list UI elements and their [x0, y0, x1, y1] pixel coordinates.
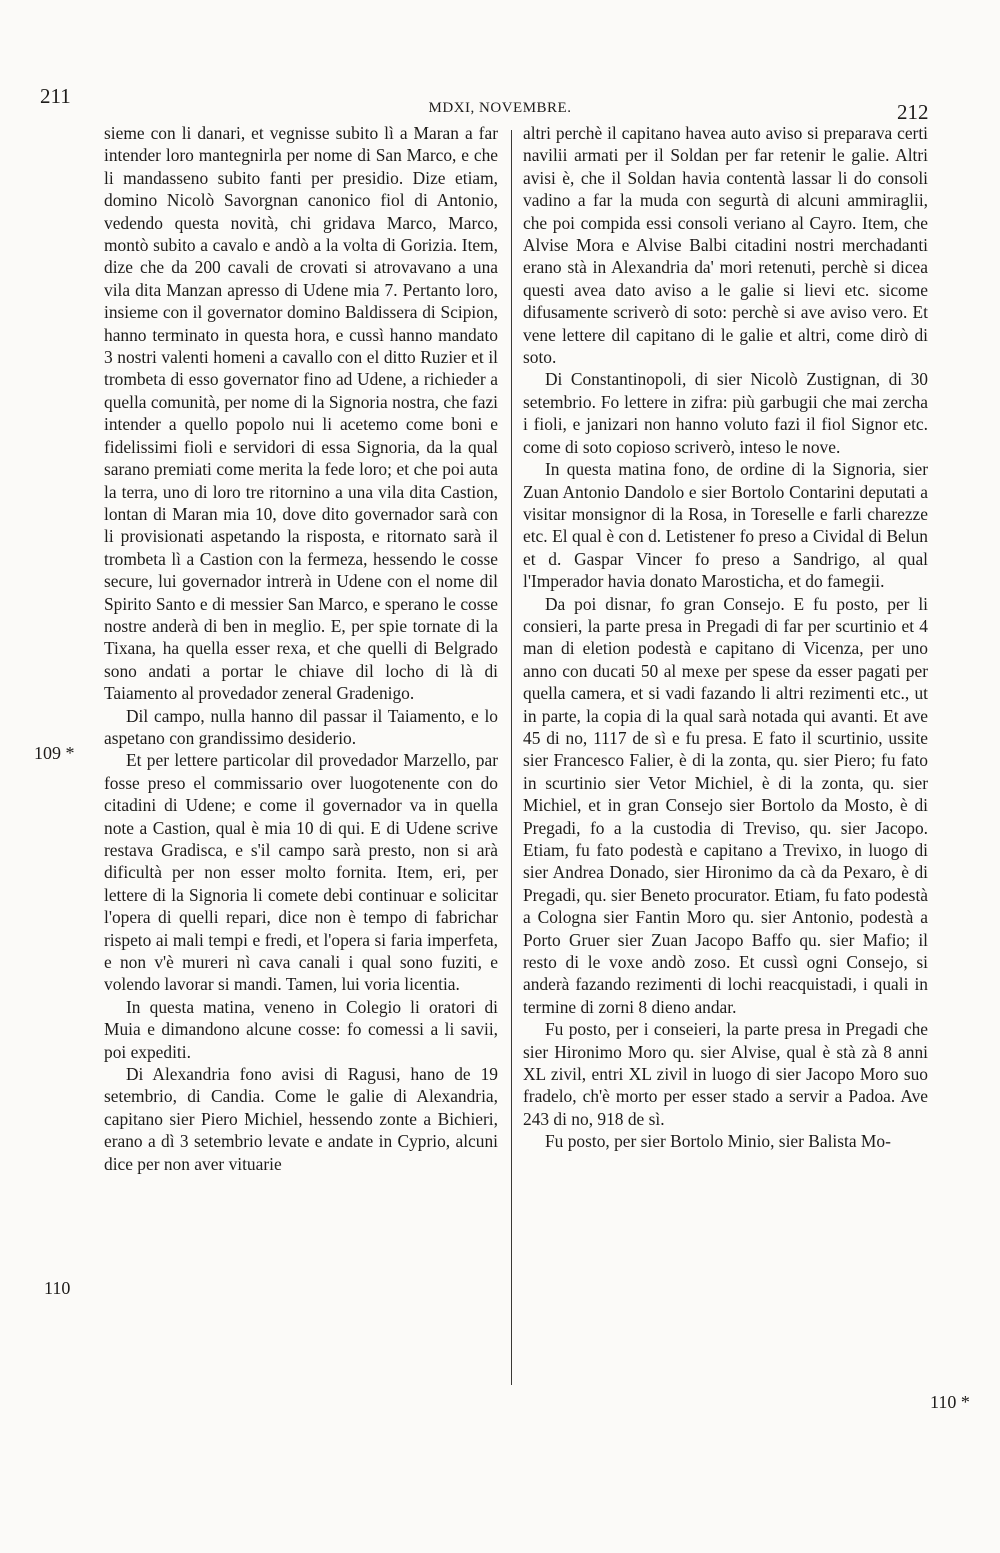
paragraph: In questa matina fono, de ordine di la Signoria, sier Zuan Antonio Dandolo e sier Bortolo Contarini deputati a visitar monsignor di la Rosa, in Toreselle e farli charezze etc. El qual è con d. Letistener fo preso a Cividal di Belun et d. Gaspar Vincer fo preso a Sandrigo, al qual l'Imperador havia donato Marosticha, et do famegii. [523, 459, 928, 592]
left-column [104, 122, 498, 1175]
running-head: MDXI, NOVEMBRE. [428, 100, 572, 116]
right-column [523, 122, 928, 1153]
page-number-right: 212 [897, 100, 929, 124]
paragraph: Fu posto, per sier Bortolo Minio, sier Balista Mo- [545, 1131, 891, 1152]
paragraph: sieme con li danari, et vegnisse subito lì a Maran a far intender loro mantegnirla per nome di San Marco, e che li mandasseno subito fanti per presidio. Dize etiam, domino Nicolò Savorgnan canonico fiol di Antonio, vedendo questa novità, chi gridava Marco, Marco, montò subito a cavalo e andò a la volta di Gorizia. Item, dize che da 200 cavali de crovati si atrovavano a una vila dita Manzan apresso di Udene mia 7. Pertanto loro, insieme con il governator domino Baldissera di Scipion, hanno terminato in questa hora, e cussì hanno mandato 3 nostri valenti homeni a cavallo con el ditto Ruzier et il trombeta di esso governator fino ad Udene, a richieder a quella comunità, per nome di la Signoria nostra, che fazi intender a quello popolo nui li acetemo come boni e fidelissimi fioli e servidori di essa Signoria, da la qual sarano premiati come merita la fede loro; et che poi auta la terra, uno di loro tre ritornino a una vila dita Castion, lontan di Maran mia 10, dove dito governador sarà con li provisionati aspetando la risposta, e ritornato sarà il trombeta lì a Castion con la fermeza, hessendo le cosse secure, lui governador intrerà in Udene con el nome dil Spirito Santo e di messier San Marco, e sperano le cosse nostre anderà di ben in meglio. E, per spie tornate di la Tixana, ha quella esser rexa, et che quelli di Belgrado sono andati a portar le chiave dil locho di là di Taiamento al provedador zeneral Gradenigo. [104, 123, 498, 704]
paragraph: Et per lettere particolar dil provedador Marzello, par fosse preso el commissario over luogotenente con do citadini di Udene; e come il governador va in quella note a Castion, qual è mia 10 di qui. E di Udene scrive restava Gradisca, e s'il campo sarà presto, non si arà dificultà per non esser molto fornita. Item, eri, per lettere di la Signoria li comete debi continuar e solicitar l'opera di quelli repari, dice non è tempo di fabrichar rispeto ai mali tempi e fredi, et l'opera si faria imperfeta, e non v'è mureri nì cava canali i qual sono fuziti, e volendo lavorar si mandi. Tamen, lui voria licentia. [104, 750, 498, 995]
paragraph: Di Alexandria fono avisi di Ragusi, hano de 19 setembrio, di Candia. Come le galie di Alexandria, capitano sier Piero Michiel, hessendo zonte a Bichieri, erano a dì 3 setembrio levate e andate in Cyprio, alcuni dice per non aver vituarie [104, 1064, 498, 1174]
page-number-left: 211 [40, 84, 71, 108]
paragraph: altri perchè il capitano havea auto aviso si preparava certi navilii armati per il Soldan per far retenir le galie. Altri avisi è, che il Soldan havia contentà lassar li do consoli vadino a far la muda con segurtà di alcuni ammiraglii, che poi compida essi consoli veriano al Cayro. Item, che Alvise Mora e Alvise Balbi citadini nostri merchadanti erano stà in Alexandria da' mori retenuti, perchè si dicea questi avea dato aviso a le galie si lievi etc. sicome difusamente scriverò di soto: perchè si ave aviso vero. Et vene lettere dil capitano di le galie et altri, come dirò di soto. [523, 123, 928, 368]
paragraph: Di Constantinopoli, di sier Nicolò Zustignan, di 30 setembrio. Fo lettere in zifra: più garbugii che mai zercha i fioli, e janizari non hanno voluto fazi il fiol Signor etc. come di soto copioso scriverò, inteso le nove. [523, 369, 928, 457]
column-divider [511, 130, 512, 1385]
paragraph: Dil campo, nulla hanno dil passar il Taiamento, e lo aspetano con grandissimo desiderio. [104, 705, 498, 748]
margin-note-110-left: 110 [44, 1278, 71, 1298]
margin-note-109: 109 * [34, 743, 75, 763]
paragraph: In questa matina, veneno in Colegio li oratori di Muia e dimandono alcune cosse: fo comessi a li savii, poi expediti. [104, 996, 498, 1062]
margin-note-110-right: 110 * [930, 1392, 970, 1412]
paragraph: Fu posto, per i conseieri, la parte presa in Pregadi che sier Hironimo Moro qu. sier Alvise, qual è stà zà 8 anni XL zivil, entri XL zivil in luogo di sier Jacopo Moro suo fradelo, ch'è morto per esser stado a servir a Padoa. Ave 243 di no, 918 de sì. [523, 1019, 928, 1129]
paragraph: Da poi disnar, fo gran Consejo. E fu posto, per li consieri, la parte presa in Pregadi di far per scurtinio et 4 man di eletion podestà e capitano di Vicenza, per uno anno con ducati 50 al mexe per spese da esser pagati per quella camera, et si vadi fazando li altri rezimenti etc., ut in parte, la copia di la qual sarà notada qui avanti. Et ave 45 di no, 1117 de sì e fu presa. E fato il scurtinio, ussite sier Francesco Falier, è di la zonta, qu. sier Piero; fu fato in scurtinio sier Vetor Michiel, è di la zonta, qu. sier Michiel, et in gran Consejo sier Bortolo da Mosto, è di Pregadi, fo a la custodia di Treviso, qu. sier Jacopo. Etiam, fu fato podestà e capitano a Trevixo, in luogo di sier Andrea Donado, sier Hironimo da cà da Pexaro, è di Pregadi, qu. sier Beneto procurator. Etiam, fu fato podestà a Cologna sier Fantin Moro qu. sier Antonio, podestà a Porto Gruer sier Zuan Jacopo Baffo qu. sier Mafio; il resto di le voxe andò zoso. Et cussì ogni Consejo, si anderà fazando rezimenti di lochi reacquistadi, i quali in termine di zorni 8 dieno andar. [523, 593, 928, 1017]
